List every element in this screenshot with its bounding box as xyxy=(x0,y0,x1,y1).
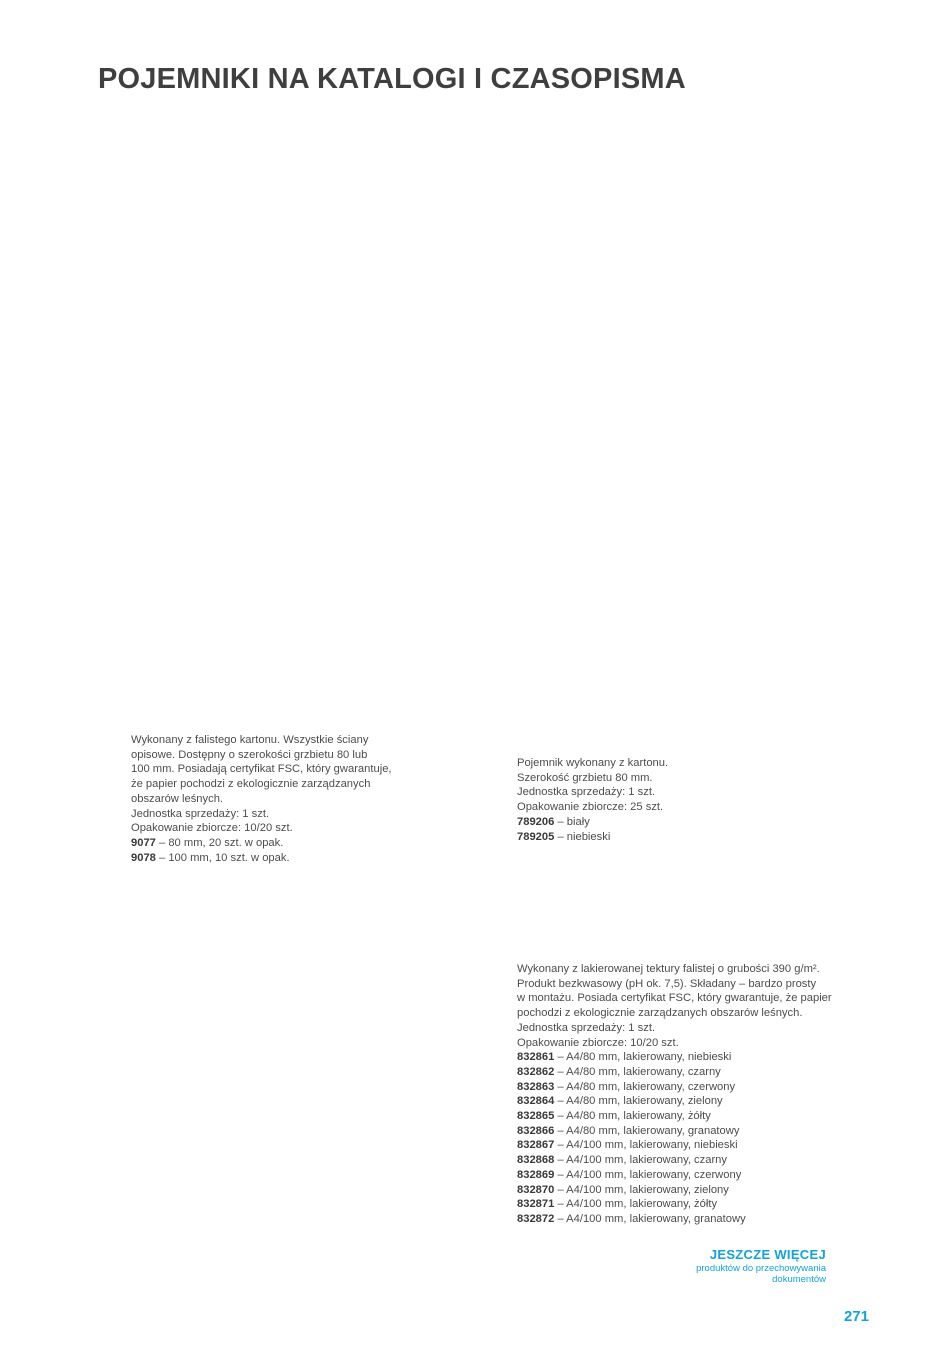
product-variant: – A4/100 mm, lakierowany, czerwony xyxy=(554,1168,742,1181)
product-code: 9077 xyxy=(131,836,156,849)
product-code-item xyxy=(517,1124,832,1139)
more-products-promo[interactable] xyxy=(696,1247,826,1285)
product-code-item xyxy=(517,1138,832,1153)
product-variant: – A4/100 mm, lakierowany, żółty xyxy=(554,1198,718,1211)
product-code-item xyxy=(131,836,392,851)
sales-unit-line: Jednostka sprzedaży: 1 szt. xyxy=(131,807,270,820)
product-code-item xyxy=(517,830,668,845)
product-variant: – A4/80 mm, lakierowany, żółty xyxy=(554,1110,711,1123)
product-description-lacquered-holder xyxy=(517,962,832,1227)
product-code: 832872 xyxy=(517,1212,555,1225)
description-line: w montażu. Posiada certyfikat FSC, który gwarantuje, że papier xyxy=(517,992,832,1005)
product-description-cardboard-holder xyxy=(131,733,392,865)
product-code-item xyxy=(517,1197,832,1212)
product-code: 832862 xyxy=(517,1065,555,1078)
product-code-item xyxy=(517,1109,832,1124)
description-line: że papier pochodzi z ekologicznie zarządzanych xyxy=(131,778,371,791)
product-code-item xyxy=(517,1168,832,1183)
sales-unit-line: Jednostka sprzedaży: 1 szt. xyxy=(517,786,656,799)
product-description-carton-holder xyxy=(517,756,668,844)
sales-unit-line: Jednostka sprzedaży: 1 szt. xyxy=(517,1021,656,1034)
product-variant: – 80 mm, 20 szt. w opak. xyxy=(155,836,284,849)
product-variant: – A4/80 mm, lakierowany, zielony xyxy=(554,1095,723,1108)
product-code-item xyxy=(517,1183,832,1198)
product-variant: – biały xyxy=(554,815,590,828)
product-variant: – niebieski xyxy=(554,830,611,843)
promo-subtext: dokumentów xyxy=(772,1274,826,1285)
product-code: 832867 xyxy=(517,1139,555,1152)
page-number: 271 xyxy=(843,1308,869,1325)
description-line: opisowe. Dostępny o szerokości grzbietu 80 lub xyxy=(131,748,368,761)
product-variant: – A4/80 mm, lakierowany, czarny xyxy=(554,1065,721,1078)
product-code: 832864 xyxy=(517,1095,555,1108)
product-code: 832869 xyxy=(517,1168,555,1181)
product-variant: – A4/100 mm, lakierowany, niebieski xyxy=(554,1139,738,1152)
promo-heading: JESZCZE WIĘCEJ xyxy=(709,1247,826,1262)
product-code-item xyxy=(131,851,392,866)
product-code: 832863 xyxy=(517,1080,555,1093)
product-variant: – A4/80 mm, lakierowany, niebieski xyxy=(554,1051,732,1064)
product-variant: – 100 mm, 10 szt. w opak. xyxy=(155,851,290,864)
product-code-item xyxy=(517,1094,832,1109)
product-variant: – A4/80 mm, lakierowany, czerwony xyxy=(554,1080,736,1093)
product-code: 832865 xyxy=(517,1110,555,1123)
description-line: Wykonany z falistego kartonu. Wszystkie ściany xyxy=(131,734,369,746)
description-line: Produkt bezkwasowy (pH ok. 7,5). Składany – bardzo prosty xyxy=(517,977,817,990)
bulk-pack-line: Opakowanie zbiorcze: 25 szt. xyxy=(517,801,664,814)
product-code: 9078 xyxy=(131,851,156,864)
product-code-item xyxy=(517,1065,832,1080)
page-title: POJEMNIKI NA KATALOGI I CZASOPISMA xyxy=(98,63,686,95)
product-code-item xyxy=(517,1080,832,1095)
product-variant: – A4/100 mm, lakierowany, granatowy xyxy=(554,1212,746,1225)
product-code-item xyxy=(517,1050,832,1065)
description-line: Pojemnik wykonany z kartonu. xyxy=(517,757,669,769)
product-code: 832866 xyxy=(517,1124,555,1137)
description-line: 100 mm. Posiadają certyfikat FSC, który gwarantuje, xyxy=(131,763,392,776)
product-code: 832871 xyxy=(517,1198,555,1211)
bulk-pack-line: Opakowanie zbiorcze: 10/20 szt. xyxy=(131,822,293,835)
description-line: Szerokość grzbietu 80 mm. xyxy=(517,771,653,784)
promo-subtext: produktów do przechowywania xyxy=(696,1263,826,1274)
product-code: 789205 xyxy=(517,830,555,843)
product-code: 789206 xyxy=(517,815,555,828)
description-line: obszarów leśnych. xyxy=(131,792,224,805)
product-code-item xyxy=(517,815,668,830)
product-code: 832868 xyxy=(517,1154,555,1167)
description-line: pochodzi z ekologicznie zarządzanych obszarów leśnych. xyxy=(517,1007,803,1020)
product-code: 832870 xyxy=(517,1183,555,1196)
product-code: 832861 xyxy=(517,1051,555,1064)
product-variant: – A4/100 mm, lakierowany, czarny xyxy=(554,1154,727,1167)
product-variant: – A4/100 mm, lakierowany, zielony xyxy=(554,1183,729,1196)
product-code-item xyxy=(517,1153,832,1168)
product-variant: – A4/80 mm, lakierowany, granatowy xyxy=(554,1124,740,1137)
product-code-item xyxy=(517,1212,832,1227)
description-line: Wykonany z lakierowanej tektury falistej o grubości 390 g/m². xyxy=(517,963,820,975)
bulk-pack-line: Opakowanie zbiorcze: 10/20 szt. xyxy=(517,1036,679,1049)
